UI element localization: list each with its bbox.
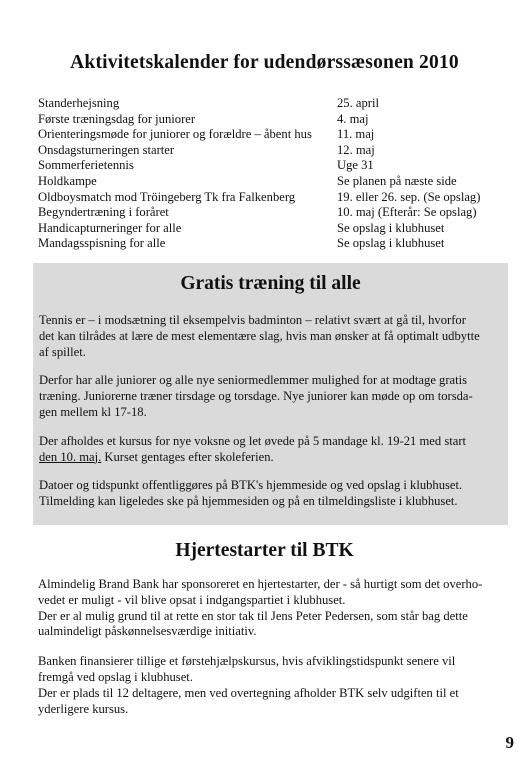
text-line: Datoer og tidspunkt offentliggøres på BTK's hjemmeside og ved opslag i klubhuset. [39,478,463,493]
text-fragment: Kurset gentages efter skoleferien. [101,449,274,464]
text-line: Tennis er – i modsætning til eksempelvis badminton – relativt svært at gå til, hvorfor [39,313,466,327]
paragraph [39,373,507,420]
calendar-activity: Sommerferietennis [38,158,134,173]
calendar-activity: Begyndertræning i foråret [38,205,169,220]
free-training-title: Gratis træning til alle [180,273,361,294]
calendar-title: Aktivitetskalender for udendørssæsonen 2010 [70,52,459,73]
paragraph [38,577,508,640]
defibrillator-title: Hjertestarter til BTK [175,540,354,561]
paragraph [39,313,507,360]
paragraph [39,478,507,510]
text-line: Almindelig Brand Bank har sponsoreret en hjertestarter, der - så hurtigt som det overho- [38,577,483,591]
calendar-row [38,158,498,174]
calendar-date: 19. eller 26. sep. (Se opslag) [337,189,481,204]
calendar-date: Uge 31 [337,158,374,173]
calendar-row [38,143,498,159]
calendar-row [38,112,498,128]
text-line: ualmindeligt påskønnelsesværdige initiativ. [38,624,257,639]
calendar-date: 4. maj [337,111,369,126]
text-line: vedet er muligt - vil blive opsat i indgangspartiet i klubhuset. [38,592,346,607]
text-line: Tilmelding kan ligeledes ske på hjemmesiden og på en tilmeldingsliste i klubhuset. [39,494,458,509]
course-start-date: den 10. maj. [39,449,102,464]
page-number: 9 [505,733,514,752]
calendar-activity: Første træningsdag for juniorer [38,111,196,126]
text-line: Derfor har alle juniorer og alle nye seniormedlemmer mulighed for at modtage gratis [39,373,468,388]
text-line: det kan tilrådes at lære de mest elementære slag, hvis man ønsker at få optimalt udbytte [39,328,480,343]
paragraph [39,434,507,466]
calendar-activity: Orienteringsmøde for juniorer og forældre – åbent hus [38,127,312,142]
calendar-date: 25. april [337,96,379,110]
free-training-text [39,313,507,523]
text-line: Der er plads til 12 deltagere, men ved overtegning afholder BTK selv udgiften til et [38,685,459,700]
text-line: yderligere kursus. [38,701,129,716]
calendar-date: Se opslag i klubhuset [337,236,445,251]
text-line: Der er al mulig grund til at rette en stor tak til Jens Peter Pedersen, som står bag dette [38,608,468,623]
calendar-activity: Holdkampe [38,173,97,188]
calendar-row [38,221,498,237]
calendar-date: 10. maj (Efterår: Se opslag) [337,205,477,220]
activity-calendar [38,96,498,252]
calendar-activity: Handicapturneringer for alle [38,220,182,235]
calendar-activity: Standerhejsning [38,96,120,110]
calendar-date: 11. maj [337,127,375,142]
text-line: fremgå ved opslag i klubhuset. [38,669,193,684]
calendar-row [38,190,498,206]
calendar-row [38,205,498,221]
paragraph [38,654,508,717]
text-line: Der afholdes et kursus for nye voksne og let øvede på 5 mandage kl. 19-21 med start [39,433,467,448]
calendar-row [38,174,498,190]
calendar-date: 12. maj [337,142,375,157]
calendar-activity: Mandagsspisning for alle [38,236,166,251]
text-line: gen mellem kl 17-18. [39,404,147,419]
calendar-date: Se opslag i klubhuset [337,220,445,235]
calendar-activity: Onsdagsturneringen starter [38,142,175,157]
calendar-activity: Oldboysmatch mod Tröingeberg Tk fra Falkenberg [38,189,296,204]
text-line: træning. Juniorerne træner tirsdage og torsdage. Nye juniorer kan møde op om torsda- [39,389,473,404]
defibrillator-article [38,577,508,731]
text-line: Banken finansierer tillige et førstehjælpskursus, hvis afviklingstidspunkt senere vil [38,654,456,669]
calendar-row [38,96,498,112]
calendar-row [38,236,498,252]
calendar-date: Se planen på næste side [337,173,457,188]
free-training-box [33,263,508,525]
text-line [39,450,507,466]
text-line: af spillet. [39,344,86,359]
calendar-row [38,127,498,143]
